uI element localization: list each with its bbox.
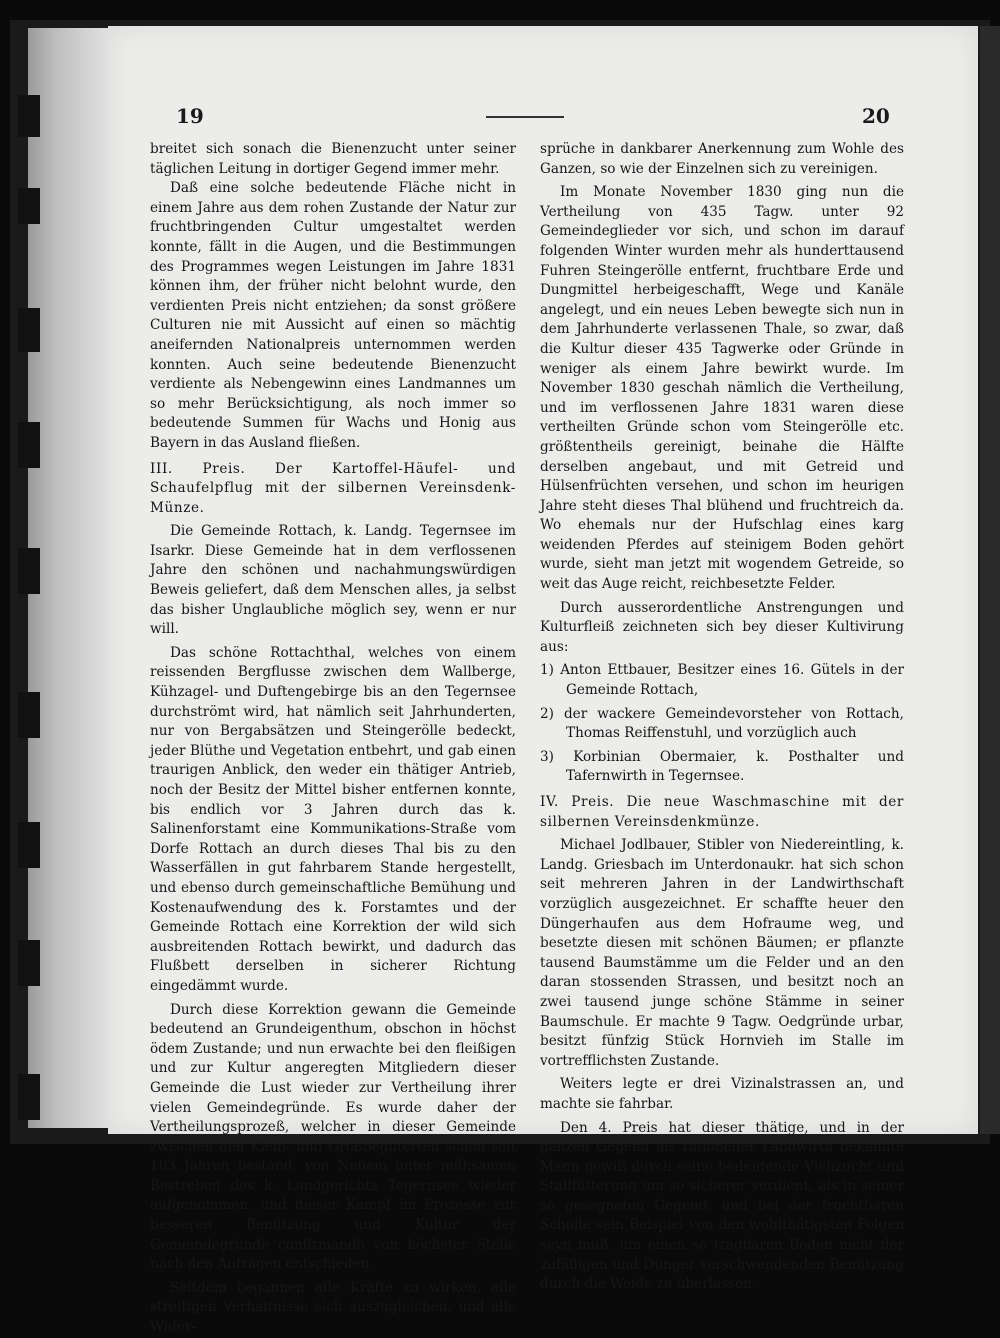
paragraph: breitet sich sonach die Bienenzucht unter seiner täglichen Leitung in dortiger Gegend immer mehr. [150, 141, 516, 177]
paragraph: Die Gemeinde Rottach, k. Landg. Tegernsee im Isarkr. Diese Gemeinde hat in dem verflossenen Jahre den schönen und nachahmungswürdigen Beweis geliefert, daß dem Menschen alles, ja selbst das bisher Unglaubliche möglich sey, wenn er nur will. [150, 523, 516, 638]
list-item: 3) Korbinian Obermaier, k. Posthalter und Tafernwirth in Tegernsee. [540, 748, 904, 785]
left-column [150, 140, 516, 1338]
binding-tab [18, 692, 40, 738]
list-item: 1) Anton Ettbauer, Besitzer eines 16. Gütels in der Gemeinde Rottach, [540, 662, 904, 699]
section-heading: IV. Preis. Die neue Waschmaschine mit der silbernen Vereinsdenkmünze. [540, 794, 904, 830]
binding-tab [18, 1074, 40, 1120]
binding-tab [18, 308, 40, 352]
list-item: 2) der wackere Gemeindevorsteher von Rottach, Thomas Reiffenstuhl, und vorzüglich auch [540, 705, 904, 742]
page-edge-stack [28, 28, 118, 1128]
paragraph: sprüche in dankbarer Anerkennung zum Wohle des Ganzen, so wie der Einzelnen sich zu vereinigen. [540, 141, 904, 177]
paragraph: Weiters legte er drei Vizinalstrassen an, und machte sie fahrbar. [540, 1076, 904, 1112]
paragraph: Durch diese Korrektion gewann die Gemeinde bedeutend an Grundeigenthum, obschon in höchst ödem Zustande; und nun erwachte bei den fleißigen und zur Kultur angeregten Mitgliedern dieser Gemeinde die Lust wieder zur Vertheilung ihrer vielen Gemeindegründe. Es wurde daher der Vertheilungsprozeß, welcher in dieser Gemeinde zwischen den Klein- und Großbegüterten schon seit 103 Jahren bestand, von Neuem unter mühsamen Bestreben des k. Landgerichts Tegernsee wieder aufgenommen, und dieser Kampf im Prozesse zur besseren Benützung und Kultur der Gemeindegründe confirmando von höchster Stelle nach den Anträgen entschieden. [150, 1001, 516, 1273]
page-number-right: 20 [862, 104, 890, 128]
paragraph: Im Monate November 1830 ging nun die Vertheilung von 435 Tagw. unter 92 Gemeindeglieder vor sich, und schon im darauf folgenden Winter wurden mehr als hunderttausend Fuhren Steingerölle entfernt, fruchtbare Erde und Dungmittel herbeigeschafft, Wege und Kanäle angelegt, und ein neues Leben bewegte sich nun in dem Jahrhunderte verlassenen Thale, so zwar, daß die Kultur dieser 435 Tagwerke oder Gründe in weniger als einem Jahre bewirkt wurde. Im November 1830 geschah nämlich die Vertheilung, und im verflossenen Jahre 1831 waren diese vertheilten Gründe schon vom Steingerölle etc. größtentheils gereinigt, beinahe die Hälfte derselben angebaut, und mit Getreid und Hülsenfrüchten versehen, und schon im heurigen Jahre steht dieses Thal blühend und fruchtreich da. Wo ehemals nur der Hufschlag eines karg weidenden Pferdes auf steinigem Boden gehört wurde, sieht man jetzt mit wogendem Getreide, so weit das Auge reicht, reichbesetzte Felder. [540, 184, 904, 593]
binding-tab [18, 188, 40, 224]
header-rule [486, 116, 564, 118]
paragraph: Das schöne Rottachthal, welches von einem reissenden Bergflusse zwischen dem Wallberge, Kühzagel- und Duftengebirge bis an den Tegernsee durchströmt wird, hat nämlich seit Jahrhunderten, nur von Bergabsätzen und Steingerölle bedeckt, jeder Blüthe und Vegetation entbehrt, und gab einen traurigen Anblick, den weder ein thätiger Antrieb, noch der Besitz der Mittel bisher entfernen konnte, bis endlich vor 3 Jahren durch das k. Salinenforstamt eine Kommunikations-Straße vom Dorfe Rottach an durch dieses Thal bis zu den Wasserfällen in gut fahrbarem Stande hergestellt, und ebenso durch gemeinschaftliche Bemühung und Kostenaufwendung des k. Forstamtes und der Gemeinde Rottach eine Korrektion der wild sich ausbreitenden Rottach bewirkt, und dadurch das Flußbett derselben in sicherer Richtung eingedämmt wurde. [150, 644, 516, 994]
binding-tab [18, 940, 40, 986]
paragraph: Daß eine solche bedeutende Fläche nicht in einem Jahre aus dem rohen Zustande der Natur zur fruchtbringenden Cultur umgestaltet werden konnte, fällt in die Augen, und die Bestimmungen des Programmes wegen Leistungen im Jahre 1831 können ihm, der früher nicht belohnt wurde, den verdienten Preis nicht entziehen; da sonst größere Culturen nie mit Aussicht auf einen so mächtig aneifernden Nationalpreis unternommen werden konnten. Auch seine bedeutende Bienenzucht verdiente als Nebengewinn eines Landmannes um so mehr Berücksichtigung, als noch immer so bedeutende Summen für Wachs und Honig aus Bayern in das Ausland fließen. [150, 180, 516, 451]
binding-tab [18, 422, 40, 468]
binding-tab [18, 822, 40, 868]
paragraph: Michael Jodlbauer, Stibler von Niedereintling, k. Landg. Griesbach im Unterdonaukr. hat sich schon seit mehreren Jahren in der Landwirthschaft vorzüglich ausgezeichnet. Er schaffte heuer den Düngerhaufen aus dem Hofraume weg, und besetzte diesen mit schönen Bäumen; er pflanzte tausend Baumstämme um die Felder und an den daran stossenden Strassen, und besitzt noch an zwei tausend junge schöne Stämme in seiner Baumschule. Er machte 9 Tagw. Oedgründe urbar, besitzt fünfzig Stück Hornvieh im Stalle im vortrefflichsten Zustande. [540, 837, 904, 1069]
right-page-edge [980, 26, 1000, 1134]
paragraph: Durch ausserordentliche Anstrengungen und Kulturfleiß zeichneten sich bey dieser Kultivirung aus: [540, 599, 904, 655]
binding-tab [18, 548, 40, 594]
paragraph: Seitdem begannen alle Kräfte zu wirken, alle streitigen Verhältnisse sich auszugleichen, und alle Wider- [150, 1279, 516, 1336]
paragraph: Den 4. Preis hat dieser thätige, und in der ganzen Gegend als rationeller Landwirth bekannte Mann gewiß durch seine bedeutende Viehzucht und Stallfütterung um so sicherer verdient, als in seiner so gesegneten Gegend, und bei der fruchtbaren Scholle sein Beispiel von den wohlthätigsten Folgen seyn muß, um einen so tragbaren Boden nicht der zufälligen und Dünger verschwendenden Benützung durch die Weide zu überlassen. [540, 1119, 904, 1293]
page-number-left: 19 [176, 104, 204, 128]
binding-tab [18, 95, 40, 137]
section-heading: III. Preis. Der Kartoffel-Häufel- und Schaufelpflug mit der silbernen Vereinsdenk-Münze. [150, 460, 516, 516]
right-column [540, 140, 904, 1295]
